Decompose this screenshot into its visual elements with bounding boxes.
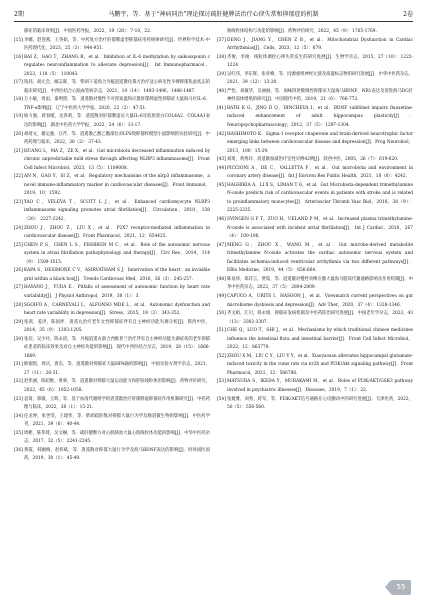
reference-text: 万小敏，周雨，秦明照，等．逍遥散对慢性不可预知温和应激肝郁脾虚型抑郁症大鼠海马区IL-6、TNF-α影响[J]．辽宁中医药大学学报，2020，22（2）：47-51. <box>24 97 210 111</box>
reference-number: [40] <box>217 88 226 94</box>
reference-item <box>217 182 413 216</box>
reference-text: 钱玮，胡元会，邮志晖，等．柴胡干姜汤合丹栀逍遥散化裁方治疗冠心病室性早搏抑郁焦虑状态的临床研究[J]．中西医结合心脑血管病杂志，2021，19（14）：1493-1496，1486-1487. <box>24 80 210 94</box>
reference-text: KAPA S，DESIMONE C V，ASIRVATHAM S J．Innervation of the heart：an invisible grid within a black box[J]．Trends Cardiovasc Med，2016，26（3）：245-257. <box>24 268 210 282</box>
reference-number: [39] <box>217 71 226 77</box>
reference-text: HUANG L，MA Z，ZE X，et al．Gut microbiota decreased inflammation induced by chronic unpredictable mild stress through affecting NLRP3 inflammasome[J]．Front Cell Infect Microbiol，2023，13（5）：1189008. <box>24 148 210 171</box>
reference-column-left <box>14 28 210 464</box>
reference-text: SVINGEN G F T，ZUO H，UELAND P M，et al．Increased plasma trimethylamine-N-oxide is associated with incident atrial fibrillation[J]．Int J Cardiol，2018，267（4）：100-106. <box>227 217 413 240</box>
reference-number: [24] <box>14 225 23 231</box>
reference-text: 任龙婷，张世雯，王建伟，等．柴胡疏肝散对抑郁大鼠行为学及肠道微生物的影响[J]．中医药学刊，2021，39（6）：40-44. <box>24 413 210 428</box>
reference-text: ZHOU J，ZHOU Z，LIU X，et al．P2X7 receptor-mediated inflammation in cardiovascular disease[J]．Front Pharmacol，2021，12：654425. <box>24 225 210 240</box>
reference-item <box>217 165 413 182</box>
reference-item <box>14 173 210 199</box>
reference-text: 张培，吴少玲，陈永清，等．丹栀逍遥丸联合西酞普兰治疗伴有自主神经功能失调症状的老年抑郁症患者的临床效果及对自主神经功能的影响[J]．现代中西医结合杂志，2019，28（15）：1666-1669. <box>24 336 210 359</box>
reference-number: [16] <box>14 54 23 60</box>
reference-number: [26] <box>14 268 23 274</box>
reference-text: MATSUDA S，IKEDA Y，MURAKAMI M，et al．Roles of PI3K/AKT/GSK3 pathway involved in psychiatric illnesses[J]．Diseases，2019，7（1）：22. <box>227 379 413 393</box>
reference-text: 杨力强，蒋春暖，龙春莉，等．逍遥散对肝郁脾虚证大鼠IL-6及胶原蛋白COL4A2、COL4A1表达的影响[J]．湖北中医药大学学报，2022，24（6）：13-17. <box>24 114 210 129</box>
reference-text: 胡靖文，谢运强，汪芹，等．逍遥散乙醇乙酯部位对LPS致抑郁样模型小鼠影响的实验研究[J]．中药药理与临床，2022，38（2）：37-43. <box>24 131 210 146</box>
reference-number: [31] <box>14 362 23 368</box>
reference-text: 陈泉炜，郑诗言，贾茹，等．逍遥散对慢性束缚应激大鼠海马脂质代谢通路影响及作用机制[J]．中华中医药杂志，2022，37（5）：2804-2809. <box>227 276 413 291</box>
reference-item <box>14 131 210 148</box>
reference-number: [34] <box>14 413 23 419</box>
reference-text: 严怡，刘敏华，吴丽丽，等．加味四逆散调控抑郁症大鼠海马BDNF、NR1表达及促进海马DG区神经前体增殖的研究[J]．中国现代中药，2019，21（6）：766-772. <box>227 88 413 103</box>
reference-item <box>217 131 413 157</box>
reference-item <box>14 199 210 225</box>
reference-text: CHEN P S，CHEN L S，FISHBEIN M C，et al．Role of the autonomic nervous system in atrial fibrillation pathophysiology and therapy[J]．Circ Res，2014，114（9）：1500-1515. <box>24 242 210 265</box>
reference-item <box>217 71 413 88</box>
reference-item <box>14 319 210 336</box>
reference-number: [38] <box>217 54 226 60</box>
reference-text: 刘琦，黄秀玲．消逍散加减治疗室性早搏42例[J]．陕西中医，2005，26（7）：619-620. <box>227 157 399 163</box>
reference-number: [17] <box>14 80 23 86</box>
reference-number: [32] <box>14 379 23 385</box>
reference-item <box>217 242 413 276</box>
reference-item <box>217 327 413 353</box>
reference-number: [47] <box>217 242 226 248</box>
page-number: 55 <box>391 580 411 595</box>
reference-item <box>217 353 413 379</box>
reference-text: 张鸿，姜洪，陈国坪．逍遥丸治疗老年女性抑郁症伴有自主神经功能失调分析[J]．陕西中医，2014，35（9）：1203-1205. <box>24 319 210 334</box>
reference-number: [35] <box>14 430 23 436</box>
reference-text: 黄霞，韩刚梅，赵炜斌，等．逍遥散对抑郁大鼠行为学及海马BDNF表达的影响[J]．时珍国医国药，2019，30（1）：45-49. <box>24 447 210 462</box>
reference-item <box>217 28 413 37</box>
reference-text: ZHOU X M，LIU C Y，LIU Y Y，et al．Xiaoyaosan alleviates hippocampal glutamate-induced toxicity in the cums rats via nr2b and PI3K/Akt signaling pathway[J]．Front Pharmacol，2021，12：586788. <box>227 353 413 376</box>
reference-item <box>14 242 210 268</box>
reference-text: 袁琦，郭敏，王辉，等．基于血清代谢组学的逍遥散治疗肝郁脾虚抑郁症作用机制研究[J]．中药药理与临床，2022，38（1）：15-21. <box>24 396 210 411</box>
reference-item <box>14 447 210 464</box>
reference-number: [41] <box>217 105 226 111</box>
reference-text: 齐俊，李俊．线粒体调控心律失常发生的研究进展[J]．生物学杂志，2015，27（10）：1222-1224. <box>227 54 413 69</box>
reference-number: [33] <box>14 396 23 402</box>
reference-item <box>217 396 413 413</box>
reference-text: YAO C，VELEVA T，SCOTT L J，et al．Enhanced cardiomyocyte NLRP3 inflammasome signaling promotes atrial fibrillation[J]．Circulation，2018，138（20）：2227-2242. <box>24 199 210 223</box>
reference-item <box>217 105 413 131</box>
reference-number: [30] <box>14 336 23 342</box>
reference-item <box>14 37 210 54</box>
reference-item <box>217 378 413 395</box>
reference-item <box>217 216 413 242</box>
reference-item <box>217 156 413 165</box>
reference-text: HAYANO J，YUDA E．Pitfalls of assessment of autonomic function by heart rate variability[J]．J Physiol Anthropol，2019，38（1）：3. <box>24 285 210 299</box>
reference-text: BATH K G，JING D Q，DINCHEVA I，et al．BDNF val66met impairs fluoxetine-induced enhancement of adult hippocampus plasticity[J]．Neuropsychopharmacology，2012，37（5）：1297-1304. <box>227 105 413 129</box>
reference-number: [19] <box>14 114 23 120</box>
reference-number: [25] <box>14 242 23 248</box>
reference-text: 张婕雅，刘秀，蒋军，等．PI3K/AKT信号通路在心房颤动中的研究进展[J]．天津医药，2022，50（5）：556-560. <box>227 396 413 411</box>
reference-item <box>217 310 413 327</box>
reference-item <box>14 361 210 378</box>
reference-number: [29] <box>14 319 23 325</box>
reference-text: HAGHIKIA A，LI X S，LIMAN T G，et al．Gut Microbiota-dependent trimethylamine N-oxide predicts risk of cardiovascular events in patients with stroke and is related to proinflammatory monocytes[J]．Arterioscler Thromb Vasc Biol，2018，38（9）：2225-2235. <box>227 182 413 214</box>
reference-number: [18] <box>14 97 23 103</box>
reference-number: [51] <box>217 328 226 334</box>
reference-number: [42] <box>217 131 226 137</box>
reference-text: 齐文娟，江川，蒋永娟．抑郁症发病机制及中医药防治研究进展[J]．中国老年学杂志，2023，43（13）：3302-3307. <box>227 311 413 325</box>
reference-number: [21] <box>14 148 23 154</box>
reference-text: SGOIFO A，CARNEVALI L，ALFONSO MDE L，et al．Autonomic dysfunction and heart rate variability in depression[J]．Stress，2015，18（3）：343-352. <box>24 302 210 317</box>
reference-text: 肠线粒体结构与功能的影响[J]．药物评价研究，2022，45（9）：1765-1769. <box>227 29 377 34</box>
reference-item <box>14 79 210 96</box>
reference-text: BAI Z，GAO T，ZHANG R，et al．Inhibition of IL-6 methylation by saikosaponin c regulates neuroinflammation to alleviate depression[J]．Int Immunopharmacol，2023，118（5）：110043. <box>24 54 210 77</box>
reference-number: [37] <box>217 37 226 43</box>
reference-text: DENG J，JIANG Y，CHEN Z B，et al．Mitochondrial Dysfunction in Cardiac Arrhythmias[J]．Cells，2023，12（5）：679. <box>227 37 413 52</box>
reference-text: PICCIONI A，DE C，VALLETTA F，et al．Gut microbiota and environment in coronary artery disease[J]．Int J Environ Res Public Health，2021，18（8）：4242. <box>227 165 413 180</box>
reference-item <box>14 225 210 242</box>
running-header <box>14 7 413 22</box>
reference-item <box>217 37 413 54</box>
reference-item <box>14 113 210 130</box>
reference-number: [49] <box>217 293 226 299</box>
reference-number: [22] <box>14 174 23 180</box>
reference-text: CHE Q，LUO T，SHI J，et al．Mechanisms by which traditional chinese medicines influence the intestinal flora and intestinal barrier[J]．Front Cell Infect Microbiol，2022，12：863779. <box>227 328 413 351</box>
reference-item <box>14 396 210 413</box>
header-issue-right: 2卷 <box>403 11 413 18</box>
reference-item <box>217 276 413 293</box>
reference-column-right <box>217 28 413 413</box>
reference-number: [27] <box>14 285 23 291</box>
reference-item <box>14 430 210 447</box>
reference-number: [46] <box>217 217 226 223</box>
reference-text: 欧锡凯，周庆，唐东，等．逍遥散对抑郁症大鼠HPA轴的影响[J]．中国实验方剂学杂志，2021，27（11）：26-31. <box>24 362 210 376</box>
reference-item <box>14 378 210 395</box>
reference-item <box>217 54 413 71</box>
reference-item <box>14 413 210 430</box>
reference-number: [50] <box>217 311 226 317</box>
reference-text: 周彬，陈伟琦，吴文娴，等．疏肝健脾方对心肌缺血大鼠心肌线粒体功能的影响[J]．中华中医药杂志，2017，32（5）：2241-2245. <box>24 430 210 445</box>
reference-item <box>14 336 210 362</box>
reference-number: [53] <box>217 379 226 385</box>
reference-number: [52] <box>217 353 226 359</box>
reference-text: 李娜，赵莲燕，王英娟，等．中药复方治疗肝郁脾虚型抑郁症用药规律研究[J]．世界科学技术-中医药现代化，2023，25（3）：944-951. <box>24 37 210 52</box>
reference-number: [23] <box>14 199 23 205</box>
reference-text: 吴红伟，李东辉，张青峰，等．同源重组神经元链及质量标志物的研究进展[J]．中华中医药杂志，2021，39（12）：13-20. <box>227 71 413 86</box>
reference-number: [44] <box>217 165 226 171</box>
reference-item <box>14 284 210 301</box>
header-title: 马鹏宇，等．基于“神病同治”理论探讨疏肝健脾法治疗心律失常和抑郁症的机制 <box>108 11 319 18</box>
reference-text: 赵伟涵，陈绍维，黄翠，等．逍遥散对抑郁大鼠运动能力和肝脏线粒体的影响[J]．药物评价研究，2022，45（6）：1052-1058. <box>24 379 210 393</box>
reference-number: [43] <box>217 157 226 163</box>
reference-number: [54] <box>217 396 226 402</box>
reference-number: [28] <box>14 302 23 308</box>
reference-number: [48] <box>217 276 226 282</box>
reference-text: CAPUCO A，URITS I，HASOON J，et al．Viewmatch current perspectives on gut microbiome dysbiosis and depression[J]．Adv Ther，2020，37（4）：1328-1346. <box>227 293 413 308</box>
reference-item <box>14 96 210 113</box>
header-issue-left: 2期 <box>14 11 24 18</box>
reference-item <box>217 293 413 310</box>
reference-number: [45] <box>217 182 226 188</box>
reference-text: MENG G，ZHOU X，WANG M，et al．Gut microbe-derived metabolite trimethylamine N-oxide activates the cardiac autonomic nervous system and facilitates ischemia-induced ventricular arrhythmia via two different pathways[J]．EBio Medicine，2019，44（5）：656-664. <box>227 242 413 274</box>
reference-number: [15] <box>14 37 23 43</box>
reference-item <box>14 267 210 284</box>
reference-number: [36] <box>14 447 23 453</box>
reference-item <box>14 302 210 319</box>
reference-text: HASHIMOTO K．Sigma-1 receptor chaperone and brain-derived neurotrophic factor emerging links between cardiovascular disease and depression[J]．Prog Neurobiol，2013，100：15-29. <box>227 131 413 154</box>
reference-item <box>14 54 210 80</box>
reference-text: 郁症的临床效果[J]．中国医药导报，2022，19（28）：7-10，22. <box>24 29 152 34</box>
reference-item <box>14 148 210 174</box>
reference-text: AN N，GAO Y，SI Z，et al．Regulatory mechanisms of the nlrp3 inflammasome，a novel immune-inflammatory marker in cardiovascular diseases[J]．Front Immunol，2019，10：1592. <box>24 174 210 197</box>
reference-number: [20] <box>14 131 23 137</box>
reference-item <box>14 28 210 37</box>
reference-item <box>217 88 413 105</box>
